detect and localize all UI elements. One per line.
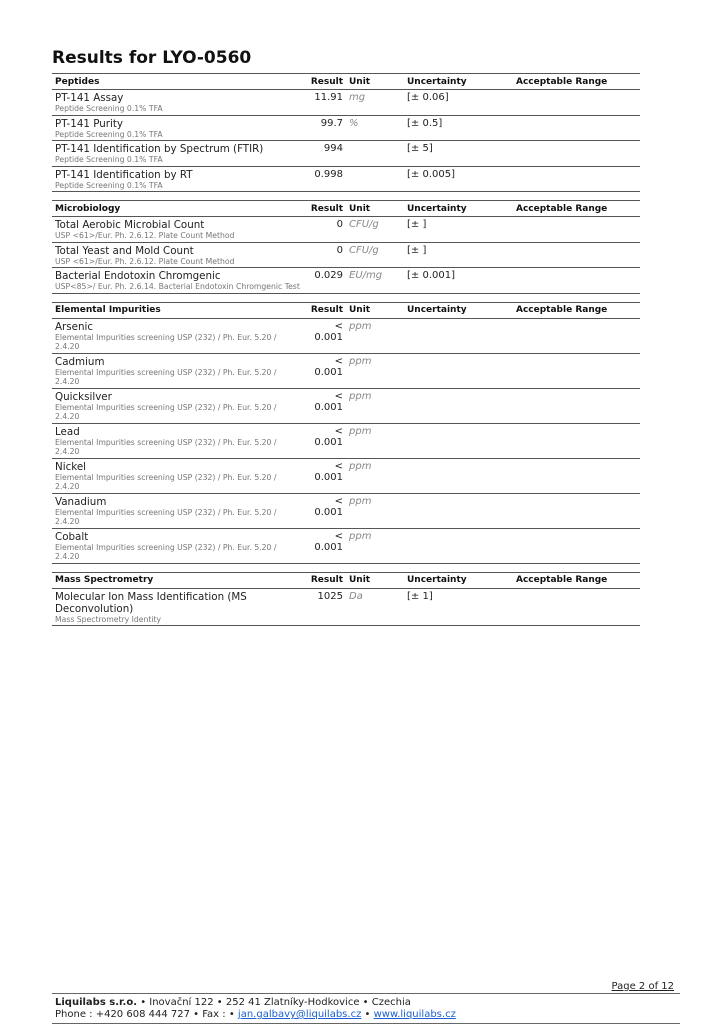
analyte-cell: [52, 166, 303, 192]
analyte-name: Molecular Ion Mass Identification (MS Deconvolution): [55, 590, 247, 615]
section-title: Elemental Impurities: [52, 302, 303, 318]
table-row: [52, 242, 640, 268]
table-row: [52, 90, 640, 116]
analyte-name: PT-141 Assay: [55, 92, 124, 104]
analyte-cell: [52, 493, 303, 528]
uncertainty-value: [404, 458, 513, 493]
section-title: Microbiology: [52, 201, 303, 217]
unit-value: Da: [346, 588, 404, 626]
unit-value: %: [346, 115, 404, 141]
email-link[interactable]: jan.galbavy@liquilabs.cz: [237, 1009, 362, 1020]
acceptable-range-value: [513, 166, 640, 192]
analyte-method: USP<85>/ Eur. Ph. 2.6.14. Bacterial Endotoxin Chromgenic Test: [55, 282, 300, 291]
result-value: < 0.001: [303, 353, 346, 388]
column-header-unit: Unit: [346, 201, 404, 217]
table-row: [52, 528, 640, 563]
analyte-method: Peptide Screening 0.1% TFA: [55, 104, 163, 113]
analyte-name: Quicksilver: [55, 390, 112, 403]
acceptable-range-value: [513, 388, 640, 423]
analyte-name: Cobalt: [55, 530, 89, 543]
acceptable-range-value: [513, 353, 640, 388]
table-header-row: [52, 201, 640, 217]
uncertainty-value: [± 0.5]: [404, 115, 513, 141]
analyte-method: Elemental Impurities screening USP (232) / Ph. Eur. 5.20 / 2.4.20: [55, 472, 277, 491]
analyte-method: Elemental Impurities screening USP (232) / Ph. Eur. 5.20 / 2.4.20: [55, 507, 277, 526]
acceptable-range-value: [513, 588, 640, 626]
column-header-uncertainty: Uncertainty: [404, 201, 513, 217]
analyte-cell: [52, 423, 303, 458]
analyte-name: Cadmium: [55, 355, 105, 368]
unit-value: ppm: [346, 528, 404, 563]
unit-value: ppm: [346, 353, 404, 388]
table-row: [52, 115, 640, 141]
company-name: Liquilabs s.r.o.: [55, 997, 137, 1008]
result-value: 994: [303, 141, 346, 167]
column-header-unit: Unit: [346, 74, 404, 90]
acceptable-range-value: [513, 115, 640, 141]
analyte-method: USP <61>/Eur. Ph. 2.6.12. Plate Count Method: [55, 256, 235, 266]
footer: [52, 993, 680, 1024]
acceptable-range-value: [513, 458, 640, 493]
analyte-name: Total Aerobic Microbial Count: [55, 219, 205, 231]
page-number: Page 2 of 12: [611, 981, 674, 992]
table-row: [52, 353, 640, 388]
table-row: [52, 318, 640, 353]
uncertainty-value: [± 0.005]: [404, 166, 513, 192]
uncertainty-value: [± ]: [404, 217, 513, 243]
column-header-range: Acceptable Range: [513, 201, 640, 217]
unit-value: CFU/g: [346, 242, 404, 268]
result-value: 11.91: [303, 90, 346, 116]
column-header-range: Acceptable Range: [513, 302, 640, 318]
result-value: < 0.001: [303, 423, 346, 458]
analyte-name: Total Yeast and Mold Count: [55, 244, 194, 257]
results-table: [52, 200, 640, 294]
analyte-cell: [52, 588, 303, 626]
analyte-name: PT-141 Identification by RT: [55, 168, 193, 181]
column-header-result: Result: [303, 201, 346, 217]
acceptable-range-value: [513, 90, 640, 116]
analyte-method: Mass Spectrometry Identity: [55, 614, 162, 624]
unit-value: EU/mg: [346, 268, 404, 294]
column-header-range: Acceptable Range: [513, 74, 640, 90]
unit-value: ppm: [346, 458, 404, 493]
column-header-unit: Unit: [346, 572, 404, 588]
analyte-name: Vanadium: [55, 495, 107, 508]
analyte-cell: [52, 458, 303, 493]
column-header-uncertainty: Uncertainty: [404, 572, 513, 588]
result-value: 0.998: [303, 166, 346, 192]
column-header-uncertainty: Uncertainty: [404, 74, 513, 90]
acceptable-range-value: [513, 217, 640, 243]
analyte-name: Arsenic: [55, 320, 94, 333]
column-header-result: Result: [303, 572, 346, 588]
analyte-name: Nickel: [55, 460, 87, 473]
analyte-cell: [52, 115, 303, 141]
table-row: [52, 388, 640, 423]
results-table: [52, 73, 640, 192]
analyte-name: Bacterial Endotoxin Chromgenic: [55, 270, 221, 282]
unit-value: CFU/g: [346, 217, 404, 243]
result-value: 1025: [303, 588, 346, 626]
table-row: [52, 141, 640, 167]
analyte-cell: [52, 242, 303, 268]
analyte-cell: [52, 268, 303, 294]
analyte-name: PT-141 Purity: [55, 117, 123, 130]
page-title: Results for LYO-0560: [52, 48, 252, 68]
analyte-method: Elemental Impurities screening USP (232) / Ph. Eur. 5.20 / 2.4.20: [55, 332, 277, 351]
analyte-method: Peptide Screening 0.1% TFA: [55, 180, 163, 190]
footer-separator: •: [364, 1009, 371, 1020]
analyte-cell: [52, 528, 303, 563]
column-header-range: Acceptable Range: [513, 572, 640, 588]
result-value: < 0.001: [303, 528, 346, 563]
unit-value: [346, 166, 404, 192]
acceptable-range-value: [513, 423, 640, 458]
analyte-cell: [52, 90, 303, 116]
analyte-method: Elemental Impurities screening USP (232) / Ph. Eur. 5.20 / 2.4.20: [55, 437, 277, 456]
result-value: 0.029: [303, 268, 346, 294]
table-header-row: [52, 302, 640, 318]
result-value: 0: [303, 217, 346, 243]
section-title: Mass Spectrometry: [52, 572, 303, 588]
acceptable-range-value: [513, 528, 640, 563]
results-table: [52, 302, 640, 564]
analyte-cell: [52, 353, 303, 388]
table-row: [52, 268, 640, 294]
uncertainty-value: [404, 353, 513, 388]
table-row: [52, 588, 640, 626]
section-title: Peptides: [52, 74, 303, 90]
uncertainty-value: [404, 423, 513, 458]
analyte-method: Peptide Screening 0.1% TFA: [55, 155, 163, 164]
acceptable-range-value: [513, 493, 640, 528]
column-header-uncertainty: Uncertainty: [404, 302, 513, 318]
table-row: [52, 493, 640, 528]
table-header-row: [52, 572, 640, 588]
unit-value: ppm: [346, 318, 404, 353]
analyte-method: Elemental Impurities screening USP (232) / Ph. Eur. 5.20 / 2.4.20: [55, 402, 277, 421]
unit-value: [346, 141, 404, 167]
result-value: < 0.001: [303, 458, 346, 493]
analyte-cell: [52, 318, 303, 353]
result-value: 99.7: [303, 115, 346, 141]
uncertainty-value: [404, 318, 513, 353]
company-address: • Inovační 122 • 252 41 Zlatníky-Hodkovice • Czechia: [140, 997, 411, 1008]
unit-value: mg: [346, 90, 404, 116]
analyte-cell: [52, 141, 303, 167]
uncertainty-value: [± 0.06]: [404, 90, 513, 116]
table-row: [52, 423, 640, 458]
result-value: < 0.001: [303, 493, 346, 528]
results-tables: [52, 73, 640, 634]
result-value: < 0.001: [303, 388, 346, 423]
result-value: < 0.001: [303, 318, 346, 353]
result-value: 0: [303, 242, 346, 268]
analyte-cell: [52, 388, 303, 423]
acceptable-range-value: [513, 141, 640, 167]
analyte-method: Elemental Impurities screening USP (232) / Ph. Eur. 5.20 / 2.4.20: [55, 367, 277, 386]
footer-line-1: [55, 997, 677, 1009]
table-row: [52, 166, 640, 192]
analyte-name: Lead: [55, 425, 80, 438]
uncertainty-value: [404, 493, 513, 528]
uncertainty-value: [± 0.001]: [404, 268, 513, 294]
uncertainty-value: [404, 528, 513, 563]
contact-info: Phone : +420 608 444 727 • Fax : •: [55, 1009, 235, 1020]
acceptable-range-value: [513, 318, 640, 353]
column-header-unit: Unit: [346, 302, 404, 318]
analyte-cell: [52, 217, 303, 243]
uncertainty-value: [± 5]: [404, 141, 513, 167]
unit-value: ppm: [346, 423, 404, 458]
analyte-method: Peptide Screening 0.1% TFA: [55, 129, 163, 139]
uncertainty-value: [± ]: [404, 242, 513, 268]
column-header-result: Result: [303, 74, 346, 90]
uncertainty-value: [404, 388, 513, 423]
unit-value: ppm: [346, 388, 404, 423]
table-header-row: [52, 74, 640, 90]
column-header-result: Result: [303, 302, 346, 318]
acceptable-range-value: [513, 268, 640, 294]
table-row: [52, 458, 640, 493]
website-link[interactable]: www.liquilabs.cz: [373, 1009, 456, 1020]
table-row: [52, 217, 640, 243]
acceptable-range-value: [513, 242, 640, 268]
analyte-name: PT-141 Identification by Spectrum (FTIR): [55, 143, 264, 155]
analyte-method: Elemental Impurities screening USP (232) / Ph. Eur. 5.20 / 2.4.20: [55, 542, 277, 561]
results-table: [52, 572, 640, 627]
footer-line-2: [55, 1009, 677, 1021]
uncertainty-value: [± 1]: [404, 588, 513, 626]
unit-value: ppm: [346, 493, 404, 528]
analyte-method: USP <61>/Eur. Ph. 2.6.12. Plate Count Method: [55, 231, 235, 240]
